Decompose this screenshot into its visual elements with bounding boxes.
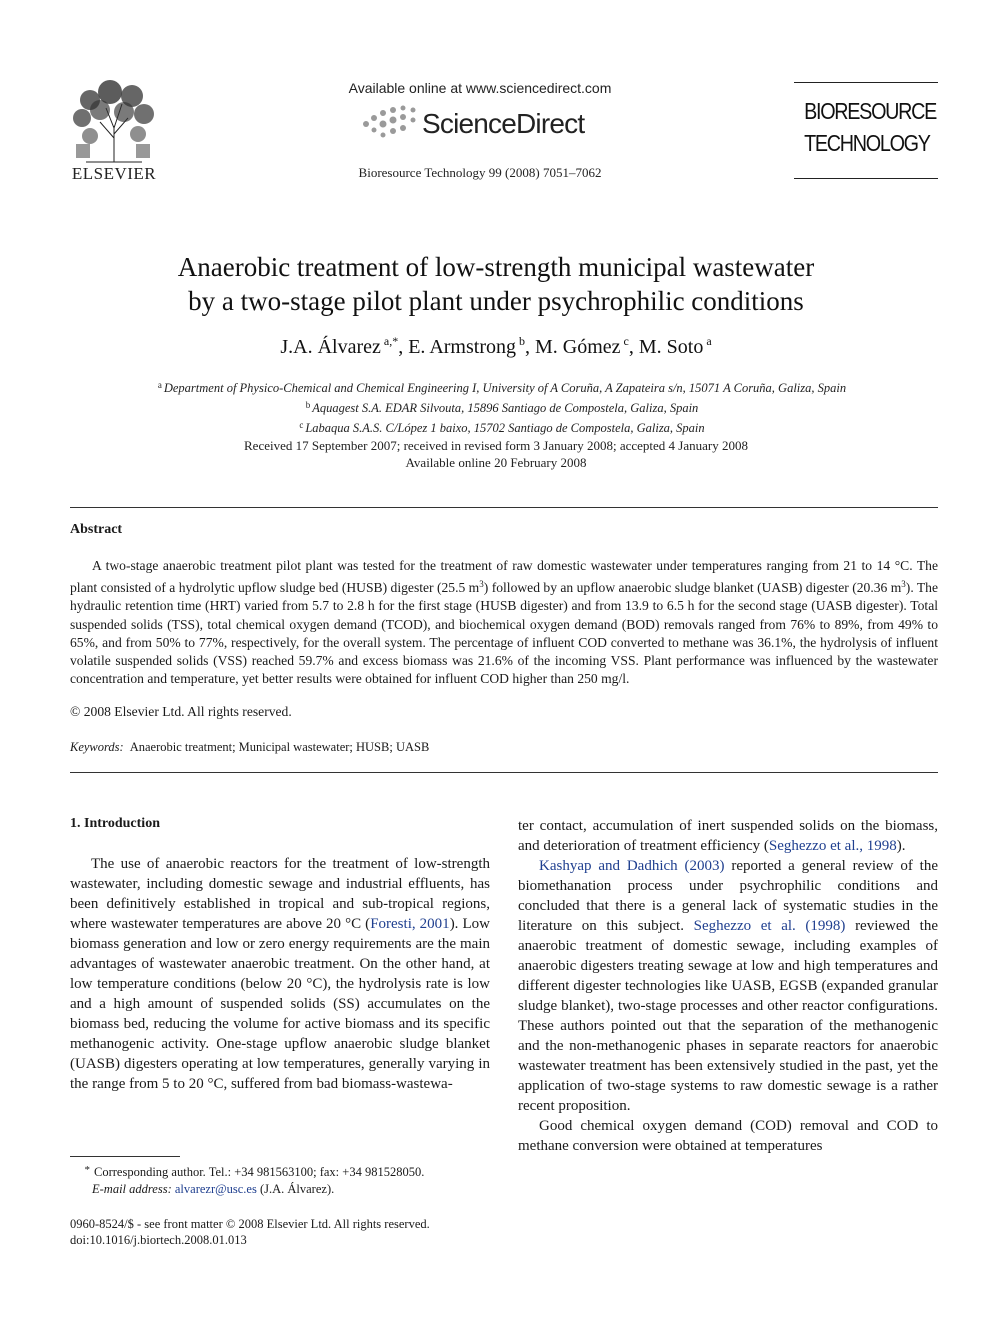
divider-top xyxy=(70,507,938,508)
author-name[interactable]: J.A. Álvarez xyxy=(280,336,381,358)
paragraph-text: ter contact, accumulation of inert suspended solids on the biomass, and deterioration of treatment efficiency ( xyxy=(518,818,938,854)
footnote-rule xyxy=(70,1156,180,1157)
superscript: 3 xyxy=(479,579,484,590)
author-name[interactable]: E. Armstrong xyxy=(408,336,516,358)
divider-bottom xyxy=(70,772,938,773)
column-right xyxy=(518,816,938,1156)
received-dates: Received 17 September 2007; received in revised form 3 January 2008; accepted 4 January 2008 xyxy=(244,438,748,453)
keywords xyxy=(70,740,429,755)
paragraph-text: ). Low biomass generation and low or zero energy requirements are the main advantages of wastewater anaerobic treatment. On the other hand, at low temperature conditions (below 20 °C), the hydrolysis rate is low and a high amount of suspended solids (SS) accumulates on the biomass bed, reducing the volume for active biomass and its specific methanogenic activity. One-stage upflow anaerobic sludge blanket (UASB) digesters operating at low temperatures, generally varying in the range from 5 to 20 °C, suffered from bad biomass-wastewa- xyxy=(70,916,490,1092)
footnote-star: * xyxy=(84,1164,90,1176)
email-suffix: (J.A. Álvarez). xyxy=(256,1182,335,1196)
footnote xyxy=(70,1162,490,1198)
affiliation-item xyxy=(66,417,938,437)
article-dates xyxy=(96,437,896,471)
author-separator: , xyxy=(398,336,409,358)
author-affil-sup[interactable]: a,* xyxy=(383,334,399,348)
logo-rule-bottom xyxy=(794,178,938,179)
affiliation-sup: c xyxy=(299,420,304,430)
section-heading: 1. Introduction xyxy=(70,816,160,831)
keywords-list: Anaerobic treatment; Municipal wastewater; HUSB; UASB xyxy=(129,740,430,754)
citation-link[interactable]: Foresti, 2001 xyxy=(370,916,450,932)
superscript: 3 xyxy=(901,579,906,590)
affiliation-sup: a xyxy=(157,380,162,390)
citation-link[interactable]: Seghezzo et al. (1998) xyxy=(693,918,846,934)
paragraph: Good chemical oxygen demand (COD) removal and COD to methane conversion were obtained at temperatures xyxy=(518,1118,938,1154)
citation-link[interactable]: Kashyap and Dadhich (2003) xyxy=(539,858,725,874)
copyright-line: © 2008 Elsevier Ltd. All rights reserved. xyxy=(70,704,292,719)
sciencedirect-logo[interactable] xyxy=(360,104,600,144)
title-line-2: by a two-stage pilot plant under psychrophilic conditions xyxy=(188,286,804,316)
affiliations xyxy=(66,377,938,437)
affiliation-text: Aquagest S.A. EDAR Silvouta, 15896 Santiago de Compostela, Galiza, Spain xyxy=(312,401,699,415)
paragraph-text: ). xyxy=(896,838,906,854)
affiliation-item xyxy=(66,377,938,397)
available-online-date: Available online 20 February 2008 xyxy=(405,455,587,470)
elsevier-logo xyxy=(66,78,162,182)
available-online-text[interactable]: Available online at www.sciencedirect.com xyxy=(348,80,612,96)
column-left xyxy=(70,816,490,1094)
paper-title xyxy=(96,250,896,318)
abstract-heading: Abstract xyxy=(70,522,123,537)
abstract-text-part: ) followed by an upflow anaerobic sludge blanket (UASB) digester (20.36 m xyxy=(483,580,902,596)
email-link[interactable]: alvarezr@usc.es xyxy=(174,1182,257,1196)
issn-doi xyxy=(70,1216,510,1248)
journal-logo-line1: BIORESOURCE xyxy=(804,98,937,124)
affiliation-item xyxy=(66,397,938,417)
title-line-1: Anaerobic treatment of low-strength municipal wastewater xyxy=(177,252,815,282)
author-separator: , xyxy=(628,336,639,358)
paragraph-text: reviewed the anaerobic treatment of domestic sewage, including examples of anaerobic digesters treating sewage at low and high temperatures and different digester technologies like UASB, EGSB (expanded granular sludge blanket), two-stage processes and other reactor configurations. These authors pointed out that the separation of the methanogenic and the non-methanogenic phases in separate reactors for anaerobic wastewater treatment has been extensively studied in the past, yet the application of two-stage systems to raw domestic sewage is a rather recent proposition. xyxy=(518,918,939,1114)
sciencedirect-dots-icon xyxy=(360,104,422,144)
email-note xyxy=(70,1181,490,1198)
author-name[interactable]: M. Gómez xyxy=(534,336,621,358)
affiliation-text: Department of Physico-Chemical and Chemical Engineering I, University of A Coruña, A Zapateira s/n, 15071 A Coruña, Galiza, Spain xyxy=(163,381,847,395)
publisher-name: ELSEVIER xyxy=(71,164,157,183)
journal-reference: Bioresource Technology 99 (2008) 7051–7062 xyxy=(358,165,602,180)
corresponding-author-note xyxy=(70,1162,490,1181)
abstract-text-part: ). The hydraulic retention time (HRT) varied from 5.7 to 2.8 h for the first stage (HUSB digester) and from 13.9 to 6.5 h for the second stage (UASB digester). Total suspended solids (TSS), total chemical oxygen demand (TCOD), and biochemical oxygen demand (BOD) removals ranged from 76% to 89%, from 49% to 65%, and from 50% to 77%, respectively, for the overall system. The percentage of influent COD converted to methane was 36.1%, the hydrolysis of influent volatile suspended solids (VSS) reached 59.7% and excess biomass was 21.6% of the incoming VSS. Plant performance was influenced by the wastewater concentration and temperature, yet better results were obtained for influent COD higher than 250 mg/l. xyxy=(70,580,939,687)
author-affil-sup[interactable]: b xyxy=(518,334,525,348)
keywords-label: Keywords: xyxy=(70,740,124,754)
paragraph xyxy=(70,854,490,1094)
citation-link[interactable]: Seghezzo et al., 1998 xyxy=(768,838,897,854)
doi-line[interactable]: doi:10.1016/j.biortech.2008.01.013 xyxy=(70,1233,247,1247)
author-list xyxy=(96,334,896,359)
affiliation-text: Labaqua S.A.S. C/López 1 baixo, 15702 Santiago de Compostela, Galiza, Spain xyxy=(305,421,705,435)
author-affil-sup[interactable]: a xyxy=(706,334,712,348)
footnote-text: Corresponding author. Tel.: +34 981563100; fax: +34 981528050. xyxy=(94,1165,425,1179)
paragraph xyxy=(518,856,938,1116)
sciencedirect-wordmark: ScienceDirect xyxy=(422,108,585,139)
journal-logo xyxy=(794,82,938,182)
author-separator: , xyxy=(524,336,535,358)
affiliation-sup: b xyxy=(305,400,311,410)
author-name[interactable]: M. Soto xyxy=(638,336,704,358)
elsevier-tree-icon xyxy=(66,78,162,164)
abstract-text-part: A two-stage anaerobic treatment pilot plant was tested for the treatment of raw domestic wastewater under temperatures ranging from 21 to 14 °C. The plant consisted of a hydrolytic upflow sludge bed (HUSB) digester (25.5 m xyxy=(70,558,938,596)
journal-logo-line2: TECHNOLOGY xyxy=(804,130,930,156)
paragraph-text: The use of anaerobic reactors for the treatment of low-strength wastewater, including domestic sewage and industrial effluents, has been definitively established in tropical and sub-tropical regions, where wastewater temperatures are above 20 °C ( xyxy=(70,856,490,932)
issn-line: 0960-8524/$ - see front matter © 2008 Elsevier Ltd. All rights reserved. xyxy=(70,1217,430,1231)
logo-rule-top xyxy=(794,82,938,83)
author-affil-sup[interactable]: c xyxy=(623,334,629,348)
email-label: E-mail address: xyxy=(92,1182,172,1196)
paragraph xyxy=(518,816,938,856)
abstract-text xyxy=(70,557,938,688)
paragraph-text: reported a general review of the biomethanation process under psychrophilic conditions and concluded that there is a general lack of systematic studies in the literature on this subject. xyxy=(518,858,938,934)
